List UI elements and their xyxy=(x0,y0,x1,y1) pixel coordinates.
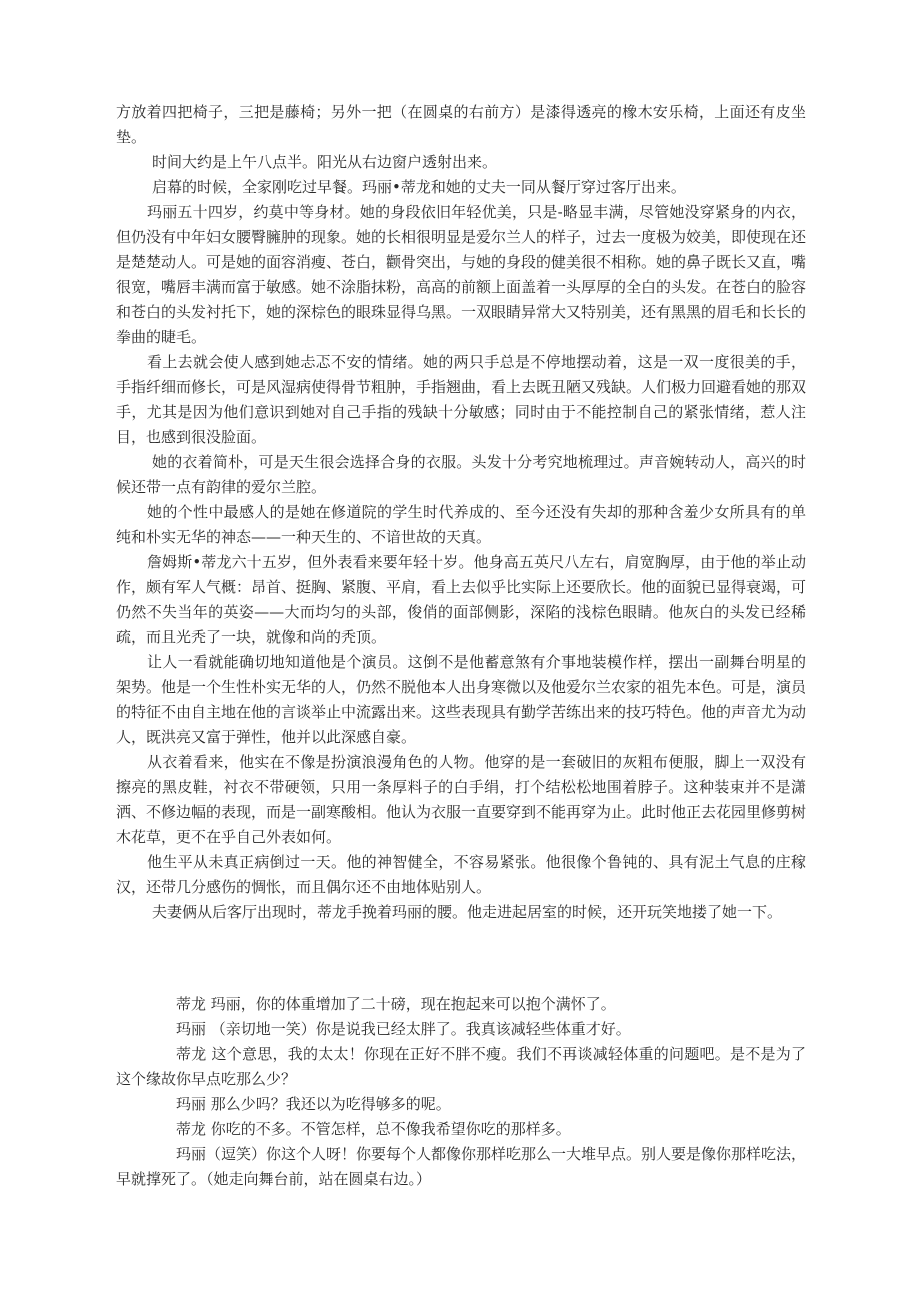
stage-direction-paragraph: 时间大约是上午八点半。阳光从右边窗户透射出来。 xyxy=(152,153,498,171)
character-description-paragraph: 玛丽五十四岁，约莫中等身材。她的身段依旧年轻优美，只是-略显丰满，尽管她没穿紧身的内衣，但仍没有中年妇女腰臀臃肿的现象。她的长相很明显是爱尔兰人的样子，过去一度极为姣美，即使现在还是楚楚动人。可是她的面容消瘦、苍白，颧骨突出，与她的身段的健美很不相称。她的鼻子既长又直，嘴很宽，嘴唇丰满而富于敏感。她不涂脂抹粉，高高的前额上面盖着一头厚厚的全白的头发。在苍白的脸容和苍白的头发衬托下，她的深棕色的眼珠显得乌黑。一双眼睛异常大又特别美，还有黑黑的眉毛和长长的拳曲的睫毛。 xyxy=(116,203,807,346)
character-description-paragraph: 从衣着看来，他实在不像是扮演浪漫角色的人物。他穿的是一套破旧的灰粗布便服，脚上一双没有擦亮的黑皮鞋，衬衣不带硬领，只用一条厚料子的白手绢，打个结松松地围着脖子。这种装束并不是潇洒、不修边幅的表现，而是一副寒酸相。他认为衣服一直要穿到不能再穿为止。此时他正去花园里修剪树木花草，更不在乎自己外表如何。 xyxy=(116,753,807,846)
dialogue-line: 蒂龙 这个意思，我的太太！你现在正好不胖不瘦。我们不再谈减轻体重的问题吧。是不是为了这个缘故你早点吃那么少？ xyxy=(116,1045,806,1088)
stage-direction-paragraph: 启幕的时候，全家刚吃过早餐。玛丽•蒂龙和她的丈夫一同从餐厅穿过客厅出来。 xyxy=(152,178,686,196)
dialogue-line: 玛丽（逗笑）你这个人呀！你要每个人都像你那样吃那么一大堆早点。别人要是像你那样吃法，早就撑死了。（她走向舞台前，站在圆桌右边。） xyxy=(116,1145,807,1188)
character-description-paragraph: 她的衣着简朴，可是天生很会选择合身的衣服。头发十分考究地梳理过。声音婉转动人，高兴的时候还带一点有韵律的爱尔兰腔。 xyxy=(116,453,806,496)
dialogue-block xyxy=(116,992,806,1192)
stage-direction-paragraph: 方放着四把椅子，三把是藤椅；另外一把（在圆桌的右前方）是漆得透亮的橡木安乐椅，上面还有皮坐垫。 xyxy=(116,103,806,146)
document-body xyxy=(116,100,806,1192)
dialogue-line: 玛丽 （亲切地一笑）你是说我已经太胖了。我真该减轻些体重才好。 xyxy=(176,1020,631,1038)
dialogue-line: 蒂龙 你吃的不多。不管怎样，总不像我希望你吃的那样多。 xyxy=(176,1120,571,1138)
character-description-paragraph: 让人一看就能确切地知道他是个演员。这倒不是他蓄意煞有介事地装模作样，摆出一副舞台明星的架势。他是一个生性朴实无华的人，仍然不脱他本人出身寒微以及他爱尔兰农家的祖先本色。可是，演员的特征不由自主地在他的言谈举止中流露出来。这些表现具有勤学苦练出来的技巧特色。他的声音尤为动人，既洪亮又富于弹性，他并以此深感自豪。 xyxy=(116,653,807,746)
dialogue-line: 蒂龙 玛丽，你的体重增加了二十磅，现在抱起来可以抱个满怀了。 xyxy=(176,995,616,1013)
character-description-paragraph: 他生平从未真正病倒过一天。他的神智健全，不容易紧张。他很像个鲁钝的、具有泥土气息的庄稼汉，还带几分感伤的惆怅，而且偶尔还不由地体贴别人。 xyxy=(116,853,806,896)
dialogue-line: 玛丽 那么少吗？我还以为吃得够多的呢。 xyxy=(176,1095,451,1113)
stage-direction-paragraph: 夫妻俩从后客厅出现时，蒂龙手挽着玛丽的腰。他走进起居室的时候，还开玩笑地搂了她一下。 xyxy=(152,903,783,921)
character-description-paragraph: 看上去就会使人感到她忐忑不安的情绪。她的两只手总是不停地摆动着，这是一双一度很美的手，手指纤细而修长，可是风湿病使得骨节粗肿，手指翘曲，看上去既丑陋又残缺。人们极力回避看她的那双手，尤其是因为他们意识到她对自己手指的残缺十分敏感；同时由于不能控制自己的紧张情绪，惹人注目，也感到很没脸面。 xyxy=(116,353,807,446)
section-spacer xyxy=(116,925,806,992)
character-description-paragraph: 詹姆斯•蒂龙六十五岁，但外表看来要年轻十岁。他身高五英尺八左右，肩宽胸厚，由于他的举止动作，颇有军人气概：昂首、挺胸、紧腹、平肩，看上去似乎比实际上还要欣长。他的面貌已显得衰竭，可仍然不失当年的英姿——大而均匀的头部，俊俏的面部侧影，深陷的浅棕色眼睛。他灰白的头发已经稀疏，而且光秃了一块，就像和尚的秃顶。 xyxy=(116,553,807,646)
character-description-paragraph: 她的个性中最感人的是她在修道院的学生时代养成的、至今还没有失却的那种含羞少女所具有的单纯和朴实无华的神态——一种天生的、不谙世故的天真。 xyxy=(116,503,806,546)
